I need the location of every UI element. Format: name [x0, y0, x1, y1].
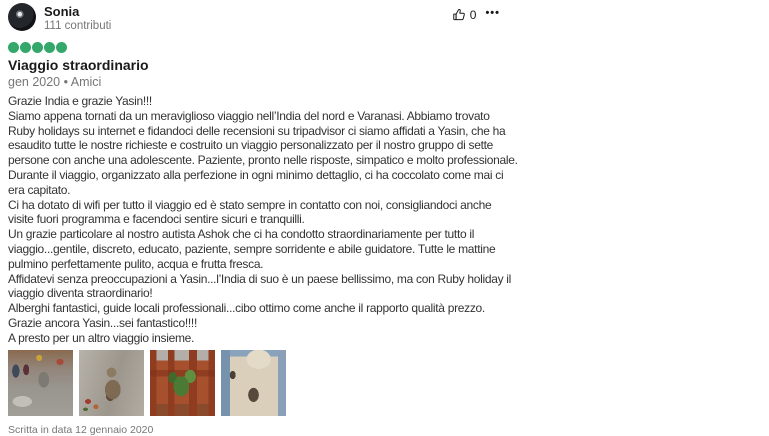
review-body-line: visite fuori programma e facendoci sentire sicuri e tranquilli. [8, 212, 305, 227]
rating-bubble [20, 42, 31, 53]
reviewer-contributions: 111 contributi [44, 20, 112, 32]
review-photo-monkeys[interactable] [79, 350, 144, 416]
review-photo-street-with-cows[interactable] [8, 350, 73, 416]
reviewer-name[interactable]: Sonia [44, 4, 80, 19]
review-title: Viaggio straordinario [8, 57, 149, 73]
review-body-line: A presto per un altro viaggio insieme. [8, 330, 195, 345]
helpful-button[interactable] [452, 8, 477, 22]
rating-bubbles [8, 42, 508, 53]
review-body-line: Durante il viaggio, organizzato alla perfezione in ogni minimo dettaglio, ci ha coccolato come mai ci [8, 167, 504, 182]
review-body-line: Siamo appena tornati da un meraviglioso viaggio nell’India del nord e Varanasi. Abbiamo trovato [8, 108, 490, 123]
thumbs-up-icon [452, 8, 466, 22]
written-date: Scritta in data 12 gennaio 2020 [8, 423, 154, 436]
review-body-line: viaggio...gentile, discreto, educato, paziente, sempre sorridente e abile guidatore. Tutte le mattine [8, 241, 496, 256]
rating-bubble [8, 42, 19, 53]
review-body-line: esaudito tutte le nostre richieste e costruito un viaggio personalizzato per il nostro gruppo di sette [8, 138, 494, 153]
review-body-line: Un grazie particolare al nostro autista Ashok che ci ha condotto straordinariamente per tutto il [8, 227, 475, 242]
review-body-line: Alberghi fantastici, guide locali professionali...cibo ottimo come anche il rapporto qualità prezzo. [8, 301, 485, 316]
review-body-line: Affidatevi senza preoccupazioni a Yasin...l’India di suo è un paese bellissimo, ma con Ruby holiday il [8, 271, 512, 286]
review-body-line: Ci ha dotato di wifi per tutto il viaggio ed è stato sempre in contatto con noi, consigliandoci anche [8, 197, 492, 212]
review-body-line: era capitato. [8, 182, 71, 197]
review-photo-red-temple[interactable] [150, 350, 215, 416]
rating-bubble [56, 42, 67, 53]
more-options-button[interactable]: ••• [485, 7, 500, 23]
review-date-companion: gen 2020 • Amici [8, 75, 102, 89]
rating-bubble [32, 42, 43, 53]
review-body-line: Ruby holidays su internet e fidandoci delle recensioni su tripadvisor ci siamo affidati a Yasin, che ha [8, 123, 506, 138]
review-body-line: pulmino perfettamente pulito, acqua e frutta fresca. [8, 256, 264, 271]
review-body-line: Grazie ancora Yasin...sei fantastico!!!! [8, 315, 197, 330]
review-body-line: viaggio diventa straordinario! [8, 286, 153, 301]
review-photo-taj-mahal[interactable] [221, 350, 286, 416]
review-header [8, 3, 500, 33]
avatar[interactable] [8, 3, 36, 31]
rating-bubble [44, 42, 55, 53]
review-body-line: Grazie India e grazie Yasin!!! [8, 94, 152, 108]
review-body-line: persone con anche una adolescente. Paziente, pronto nelle risposte, simpatico e molto professionale. [8, 153, 518, 168]
helpful-count: 0 [469, 8, 477, 22]
photo-strip [8, 350, 508, 416]
review-body [8, 94, 518, 346]
